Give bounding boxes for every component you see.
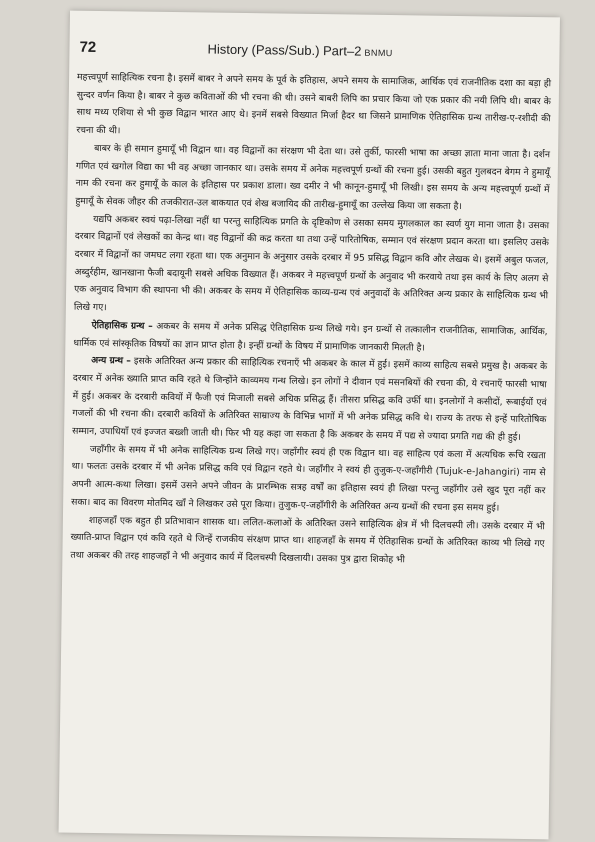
page-number: 72 <box>79 38 97 56</box>
paragraph-continued <box>76 69 551 146</box>
running-head <box>207 42 393 60</box>
paragraph-text: इसके अतिरिक्त अन्य प्रकार की साहित्यिक रचनाएँ भी अकबर के काल में हुई। इसमें काव्य साहित्य सबसे प्रमुख है। अकबर के दरबार में अनेक ख्याति प्राप्त कवि रहते थे जिन्होंने काव्यमय गन्थ लिखे। इन लोगों ने दीवान एवं मसनबियों की रचना की, ये रचनाएँ फारसी भाषा में हुई। अकबर के दरबारी कवियों में फैजी एवं मिजाली सबसे अधिक प्रसिद्ध हैं। तीसरा प्रसिद्ध कवि उर्फी था। इनलोगों ने कसीदों, रूबाईयों एवं गजलों की भी रचना की। दरबारी कवियों के अतिरिक्त साम्राज्य के विभिन्न भागों में भी अनेक प्रसिद्ध कवि थे। राज्य के तरफ से इन्हें पारितोषिक सम्मान, उपाधियाँ एवं इज्जत बख्शी जाती थी। फिर भी यह कहा जा सकता है कि अकबर के समय में पद्य से ज्यादा प्रगति गद्य की ही हुई। <box>72 355 548 443</box>
section-heading: अन्य ग्रन्थ – <box>91 355 132 367</box>
paragraph-text: शाहजहाँ एक बहुत ही प्रतिभावान शासक था। ललित-कलाओं के अतिरिक्त उसने साहित्यिक क्षेत्र में भी दिलचस्पी ली। उसके दरबार में भी ख्याति-प्राप्त विद्वान एवं कवि रहते थे जिन्हें राजकीय संरक्षण प्राप्त था। शाहजहाँ के समय में ऐतिहासिक ग्रन्थों के अतिरिक्त काव्य भी लिखे गए तथा अकबर की तरह शाहजहाँ ने भी अनुवाद कार्य में दिलचस्पी दिखलायी। उसका पुत्र द्वारा शिकोह भी <box>70 514 545 566</box>
paragraph-other-works <box>72 352 547 447</box>
paragraph-text: अकबर के समय में अनेक प्रसिद्ध ऐतिहासिक ग्रन्थ लिखे गये। इन ग्रन्थों से तत्कालीन राजनीतिक, सामाजिक, आर्थिक, धार्मिक एवं सांस्कृतिक विषयों का ज्ञान प्राप्त होता है। इन्हीं ग्रन्थों के विषय में प्रामाणिक जानकारी मिलती है। <box>73 320 548 354</box>
page-body <box>70 69 551 571</box>
paragraph-shahjahan <box>70 511 545 571</box>
paragraph-text: यद्यपि अकबर स्वयं पढ़ा-लिखा नहीं था परन्तु साहित्यिक प्रगति के दृष्टिकोण से उसका समय मुगलकाल का स्वर्ण युग माना जाता है। उसका दरबार विद्वानों एवं लेखकों का केन्द्र था। वह विद्वानों की कद्र करता था तथा उन्हें पारितोषिक, सम्मान एवं संरक्षण प्रदान करता था। इसलिए उसके दरबार में विद्वानों का जमघट लगा रहता था। एक अनुमान के अनुसार उसके दरबार में 95 प्रसिद्ध विद्वान कवि और लेखक थे। इसमें अबुल फजल, अब्दुर्रहीम, खानखाना फैजी बदायूनी सबसे अधिक विख्यात हैं। अकबर ने महत्त्वपूर्ण ग्रन्थों के अनुवाद भी करवाये तथा इस कार्य के लिए अलग से एक अनुवाद विभाग की स्थापना भी की। अकबर के समय में ऐतिहासिक काव्य-ग्रन्थ एवं अनुवादों के अतिरिक्त अन्य प्रकार के साहित्यिक ग्रन्थ भी लिखे गए। <box>73 213 550 314</box>
paragraph-akbar <box>74 210 549 323</box>
book-page <box>59 11 560 840</box>
paragraph-text: जहाँगीर के समय में भी अनेक साहित्यिक ग्रन्थ लिखे गए। जहाँगीर स्वयं ही एक विद्वान था। वह साहित्य एवं कला में अत्यधिक रूचि रखता था। फलतः उसके दरबार में भी अनेक प्रसिद्ध कवि एवं विद्वान रहते थे। जहाँगीर ने स्वयं ही तुजुक-ए-जहाँगीरी (Tujuk-e-Jahangiri) नाम से अपनी आत्म-कथा लिखा। इसमें उसने अपने जीवन के प्रारम्भिक सत्रह वर्षों का इतिहास स्वयं ही लिखा परन्तु जहाँगीर उसे खुद पूरा नहीं कर सका। बाद का विवरण मोतमिद खाँ ने लिखकर उसे पूरा किया। तुजुक-ए-जहाँगीरी के अतिरिक्त अन्य ग्रन्थों की रचना इस समय हुई। <box>71 443 546 514</box>
section-heading: ऐतिहासिक ग्रन्थ – <box>91 319 153 332</box>
paragraph-text: बाबर के ही समान हुमायूँ भी विद्वान था। वह विद्वानों का संरक्षण भी देता था। उसे तुर्की, फारसी भाषा का अच्छा ज्ञाता माना जाता है। दर्शन गणित एवं खगोल विद्या का भी वह अच्छा जानकार था। उसके समय में अनेक महत्त्वपूर्ण ग्रन्थों की रचना हुई। उसकी बहुत गुलबदन बेगम ने हुमायूँ नाम की रचना कर हुमायूँ के काल के इतिहास पर प्रकाश डाला। ख्व दमीर ने भी कानून-हुमायूँ भी लिखी। इस समय के अन्य महत्त्वपूर्ण ग्रन्थों में हुमायूँ के सेवक जौहर की तजकीरात-उल बाकयात एवं शेख बजायिद की तारीख-हुमायूँ का उल्लेख किया जा सकता है। <box>75 142 551 212</box>
running-head-title: History (Pass/Sub.) Part–2 <box>207 41 362 59</box>
running-head-subtitle: BNMU <box>364 47 393 59</box>
paragraph-jahangir <box>71 440 546 517</box>
paragraph-humayun <box>75 139 550 216</box>
paragraph-text: महत्त्वपूर्ण साहित्यिक रचना है। इसमें बाबर ने अपने समय के पूर्व के इतिहास, अपने समय के सामाजिक, आर्थिक एवं राजनीतिक दशा का बड़ा ही सुन्दर वर्णन किया है। बाबर ने कुछ कविताओं की भी रचना की थी। उसने बाबरी लिपि का प्रचार किया जो एक प्रकार की नयी लिपि थी। बाबर के साथ मध्य एशिया से भी कुछ विद्वान भारत आए थे। इनमें सबसे विख्यात मिर्जा हैदर था जिसने प्रामाणिक ऐतिहासिक ग्रन्थ तारीख-ए-रशीदी की रचना की थी। <box>76 71 552 137</box>
